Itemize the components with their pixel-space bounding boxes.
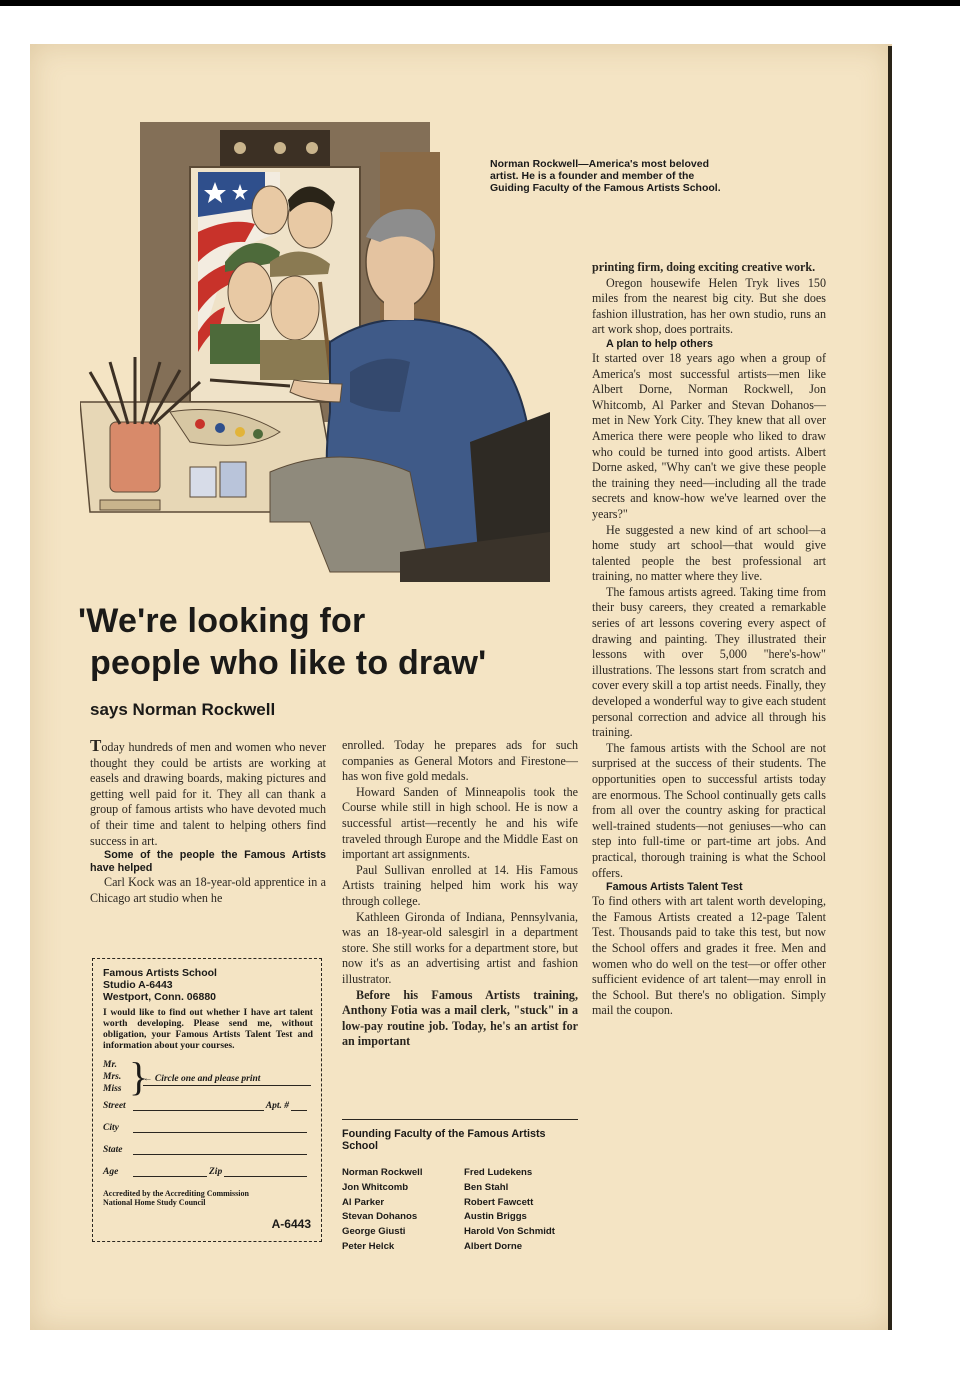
text-column-2	[342, 738, 578, 1050]
street-label: Street	[103, 1101, 126, 1111]
col2-paragraph-1: enrolled. Today he prepares ads for such companies as General Motors and Firestone—has won five gold medals.	[342, 738, 578, 784]
title-option-mr[interactable]: Mr.	[103, 1060, 117, 1070]
illustration-caption: Norman Rockwell—America's most beloved artist. He is a founder and member of the Guiding Faculty of the Famous Artists School.	[490, 158, 721, 194]
rockwell-painting-illustration	[80, 112, 550, 592]
faculty-name: Fred Ludekens	[464, 1167, 533, 1178]
age-zip-field[interactable]	[103, 1167, 313, 1189]
title-option-mrs[interactable]: Mrs.	[103, 1072, 122, 1082]
drop-cap: T	[90, 736, 102, 755]
col3-paragraph-6: The famous artists with the School are not surprised at the success of their students. The opportunities open to successful artists today are enormous. The School continually gets calls from all over the country asking for practical well-trained students—not geniuses—who can step into full-time or part-time art jobs. And practical, thorough training is what the School offers.	[592, 740, 826, 880]
headline	[78, 600, 598, 684]
coupon-code: A-6443	[271, 1217, 311, 1231]
faculty-divider	[342, 1119, 578, 1120]
intro-text: oday hundreds of men and women who never thought they could be artists are working at easels and drawing boards, making pictures and getting well paid for it. They all can thank a group of famous artists who have devoted much of their time and talent to helping others find success in art.	[90, 740, 326, 848]
faculty-name: Austin Briggs	[464, 1211, 527, 1223]
col2-paragraph-3: Paul Sullivan enrolled at 14. His Famous Artists training helped him work his way through college.	[342, 862, 578, 908]
age-label: Age	[103, 1167, 119, 1177]
accreditation-note: Accredited by the Accrediting Commission National Home Study Council	[103, 1189, 249, 1207]
name-field[interactable]	[143, 1073, 311, 1086]
faculty-name: Robert Fawcett	[464, 1196, 534, 1208]
faculty-name: George Giusti	[342, 1226, 406, 1238]
state-label: State	[103, 1145, 123, 1155]
coupon-address-line-1: Famous Artists School	[103, 967, 217, 979]
intro-paragraph	[90, 738, 326, 849]
col3-paragraph-7: To find others with art talent worth developing, the Famous Artists created a 12-page Talent Test. Thousands paid to take this test, but now the School offers and grades it free. Men and women who do well on the test—or offer other sufficient evidence of art talent—may enroll in the School. But there's no obligation. Simply mail the coupon.	[592, 894, 826, 1018]
faculty-name: Al Parker	[342, 1196, 385, 1208]
state-field[interactable]	[103, 1145, 313, 1167]
zip-label: Zip	[209, 1167, 223, 1177]
coupon-address-line-3: Westport, Conn. 06880	[103, 991, 216, 1003]
faculty-name: Jon Whitcomb	[342, 1181, 409, 1193]
title-option-miss[interactable]: Miss	[103, 1084, 122, 1094]
coupon-address-line-2: Studio A-6443	[103, 979, 173, 991]
section-heading-plan: A plan to help others	[606, 337, 713, 350]
headline-line-1: 'We're looking for	[78, 602, 366, 640]
faculty-name: Ben Stahl	[464, 1181, 509, 1193]
headline-line-2: people who like to draw'	[90, 644, 487, 682]
scan-top-border	[0, 0, 960, 6]
col3-paragraph-4: He suggested a new kind of art school—a home study art school—that would give talented people the best professional art training, no matter where they live.	[592, 522, 826, 584]
faculty-name: Harold Von Schmidt	[464, 1226, 555, 1238]
section-heading-talent-test: Famous Artists Talent Test	[606, 881, 743, 894]
faculty-list-left	[342, 1166, 423, 1255]
text-column-3	[592, 260, 826, 1019]
section-heading-helped: Some of the people the Famous Artists have helped	[90, 849, 326, 875]
col3-paragraph-5: The famous artists agreed. Taking time from their busy careers, they created a remarkable series of art lessons covering every aspect of drawing and painting. They illustrated their lessons with over 5,000 "here's-how" illustrations. The lessons start from scratch and cover every skill a top artist needs. Finally, they developed a wonderful way to give each student personal correction and advice all through his training.	[592, 584, 826, 740]
subhead: says Norman Rockwell	[90, 700, 276, 719]
circle-note: ← Circle one and please print	[143, 1074, 261, 1084]
col2-paragraph-2: Howard Sanden of Minneapolis took the Course while still in high school. He is now a successful artist—recently he and his wife traveled through Europe and the Middle East on important art assignments.	[342, 784, 578, 862]
city-field[interactable]	[103, 1123, 313, 1145]
mail-coupon[interactable]	[92, 958, 322, 1242]
carl-kock-paragraph: Carl Kock was an 18-year-old apprentice in a Chicago art studio when he	[90, 875, 326, 905]
brace-icon: }	[129, 1054, 149, 1099]
street-field[interactable]	[103, 1101, 313, 1123]
title-choice-row[interactable]	[103, 1054, 313, 1101]
col2-paragraph-5: Before his Famous Artists training, Anthony Fotia was a mail clerk, "stuck" in a low-pay routine job. Today, he's an artist for an important	[342, 987, 578, 1049]
faculty-list-right	[464, 1166, 555, 1255]
col3-paragraph-2: Oregon housewife Helen Tryk lives 150 miles from the nearest big city. But she does fashion illustration, has her own studio, runs an art work shop, does portraits.	[592, 275, 826, 337]
faculty-name: Norman Rockwell	[342, 1167, 423, 1178]
apt-label: Apt. #	[265, 1101, 289, 1111]
text-column-1	[90, 738, 326, 906]
col2-paragraph-4: Kathleen Gironda of Indiana, Pennsylvania, was an 18-year-old salesgirl in a department store. She still works for a department store, but now it's as an advertising artist and fashion illustrator.	[342, 909, 578, 986]
col3-paragraph-3: It started over 18 years ago when a group of America's most successful artists—men like Albert Dorne, Norman Rockwell, Jon Whitcomb, Al Parker and Stevan Dohanos—met in New York City. They knew that all over America there were people who liked to draw who could be turned into good artists. Albert Dorne asked, "Why can't we give these people the training they need—including all the trade secrets and know-how we've learned over the years?"	[592, 350, 826, 521]
faculty-title: Founding Faculty of the Famous Artists School	[342, 1128, 546, 1152]
coupon-request-text: I would like to find out whether I have art talent worth developing. Please send me, without obligation, your Famous Artists Talent Test and information about your courses.	[103, 1007, 313, 1051]
col3-paragraph-1: printing firm, doing exciting creative work.	[592, 260, 816, 274]
faculty-name: Stevan Dohanos	[342, 1211, 418, 1223]
city-label: City	[103, 1123, 119, 1133]
faculty-name: Albert Dorne	[464, 1240, 523, 1252]
faculty-name: Peter Helck	[342, 1240, 395, 1252]
page-edge-shadow	[888, 46, 892, 1330]
